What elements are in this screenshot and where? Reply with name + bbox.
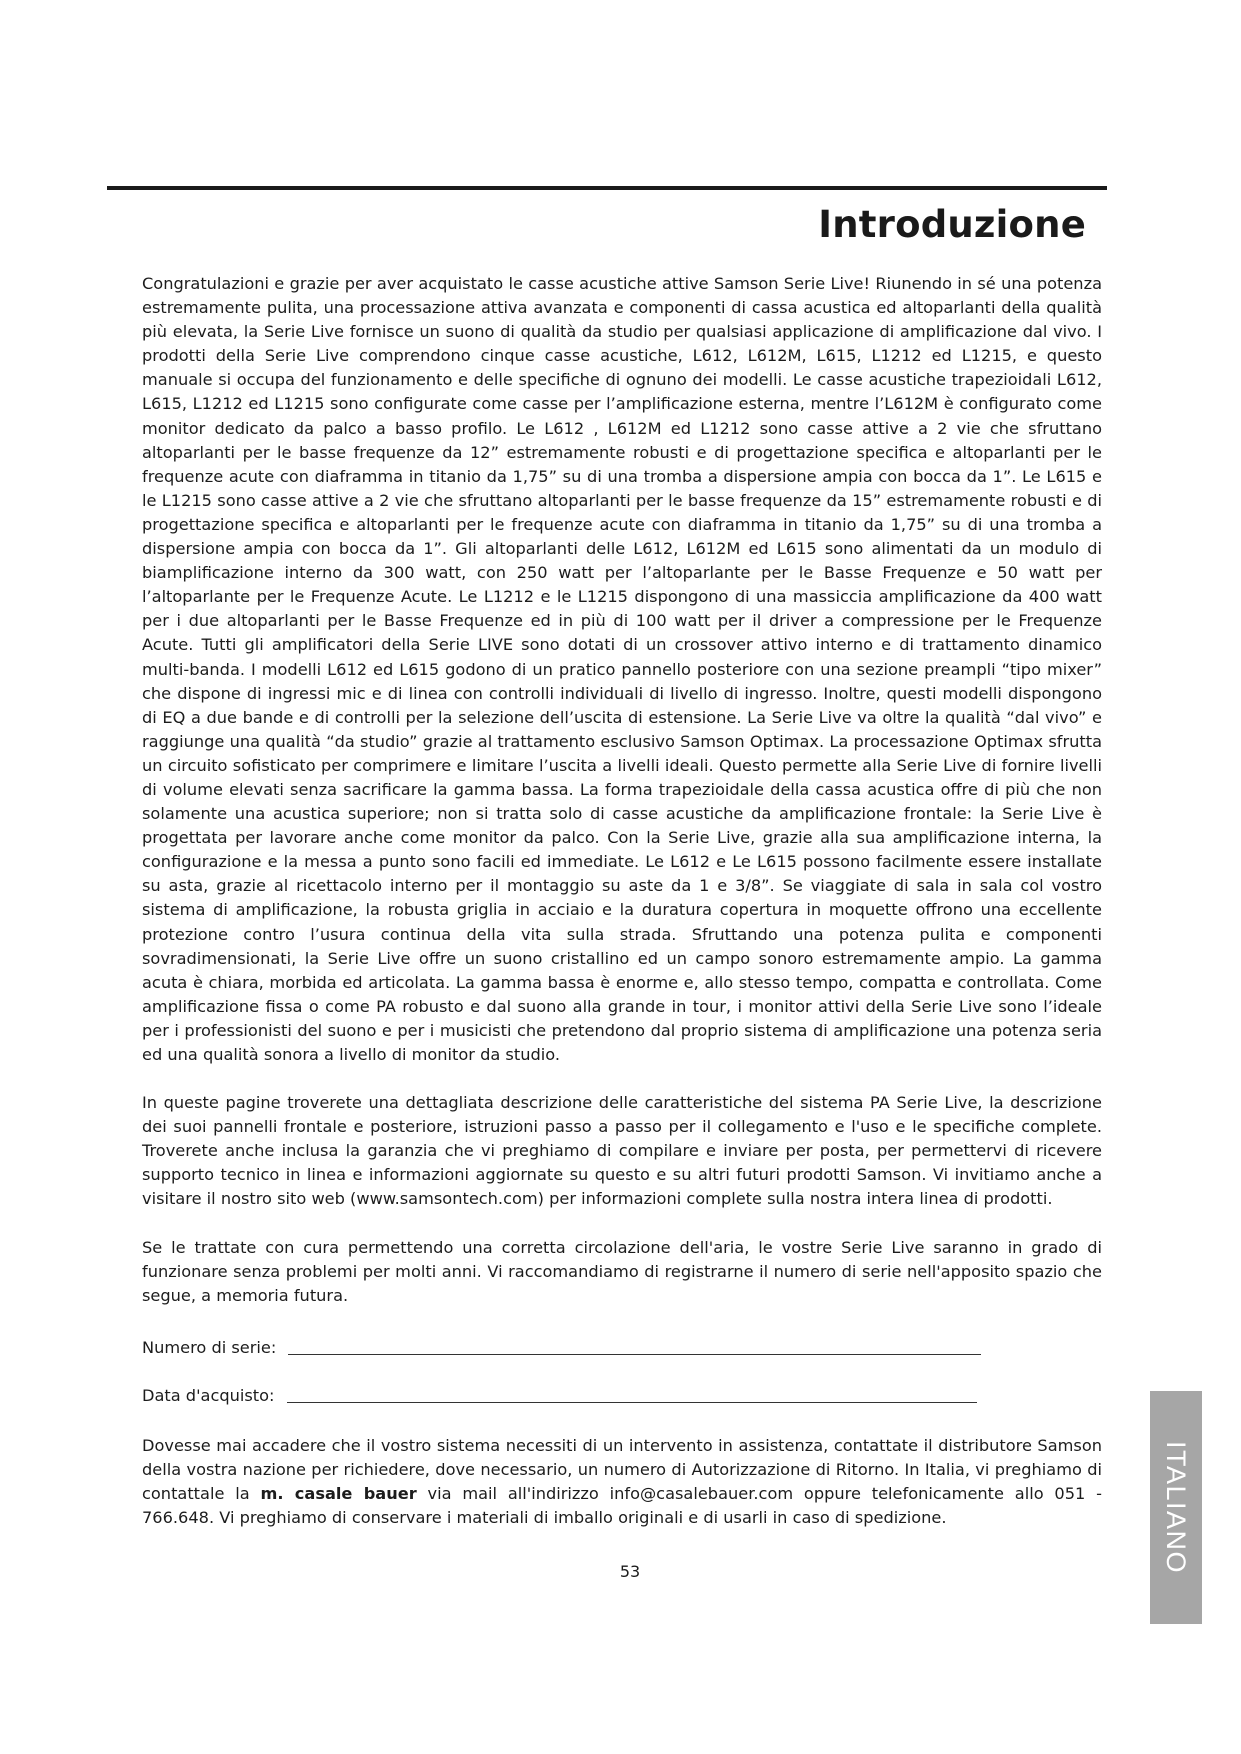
serial-number-label: Numero di serie: [142,1337,277,1357]
language-tab [1150,1391,1202,1624]
intro-paragraph: Congratulazioni e grazie per aver acquistato le casse acustiche attive Samson Serie Live! Riunendo in sé una potenza estremamente pulita, una processazione attiva avanzata e componenti di cassa acustica ed altoparlanti della qualità più elevata, la Serie Live fornisce un suono di qualità da studio per qualsiasi applicazione di amplificazione dal vivo. I prodotti della Serie Live comprendono cinque casse acustiche, L612, L612M, L615, L1212 ed L1215, e questo manuale si occupa del funzionamento e delle specifiche di ognuno dei modelli. Le casse acustiche trapezioidali L612, L615, L1212 ed L1215 sono configurate come casse per l’amplificazione esterna, mentre l’L612M è configurato come monitor dedicato da palco a basso profilo. Le L612 , L612M ed L1212 sono casse attive a 2 vie che sfruttano altoparlanti per le basse frequenze da 12” estremamente robusti e di progettazione specifica e altoparlanti per le frequenze acute con diaframma in titanio da 1,75” su di una tromba a dispersione ampia con bocca da 1”. Le L615 e le L1215 sono casse attive a 2 vie che sfruttano altoparlanti per le basse frequenze da 15” estremamente robusti e di progettazione specifica e altoparlanti per le frequenze acute con diaframma in titanio da 1,75” su di una tromba a dispersione ampia con bocca da 1”. Gli altoparlanti delle L612, L612M ed L615 sono alimentati da un modulo di biamplificazione interno da 300 watt, con 250 watt per l’altoparlante per le Basse Frequenze e 50 watt per l’altoparlante per le Frequenze Acute. Le L1212 e le L1215 dispongono di una massiccia amplificazione da 400 watt per i due altoparlanti per le Basse Frequenze ed in più di 100 watt per il driver a compressione per le Frequenze Acute. Tutti gli amplificatori della Serie LIVE sono dotati di un crossover attivo interno e di trattamento dinamico multi-banda. I modelli L612 ed L615 godono di un pratico pannello posteriore con una sezione preampli “tipo mixer” che dispone di ingressi mic e di linea con controlli individuali di livello di ingresso. Inoltre, questi modelli dispongono di EQ a due bande e di controlli per la selezione dell’uscita di estensione. La Serie Live va oltre la qualità “dal vivo” e raggiunge una qualità “da studio” grazie al trattamento esclusivo Samson Optimax. La processazione Optimax sfrutta un circuito sofisticato per comprimere e limitare l’uscita a livelli ideali. Questo permette alla Serie Live di fornire livelli di volume elevati senza sacrificare la gamma bassa. La forma trapezioidale della cassa acustica offre di più che non solamente una acustica superiore; non si tratta solo di casse acustiche da amplificazione frontale: la Serie Live è progettata per lavorare anche come monitor da palco. Con la Serie Live, grazie alla sua amplificazione interna, la configurazione e la messa a punto sono facili ed immediate. Le L612 e Le L615 possono facilmente essere installate su asta, grazie al ricettacolo interno per il montaggio su aste da 1 e 3/8”. Se viaggiate di sala in sala col vostro sistema di amplificazione, la robusta griglia in acciaio e la duratura copertura in moquette offrono una eccellente protezione contro l’usura continua della vita sulla strada. Sfruttando una potenza pulita e componenti sovradimensionati, la Serie Live offre un suono cristallino ed un campo sonoro estremamente ampio. La gamma acuta è chiara, morbida ed articolata. La gamma bassa è enorme e, allo stesso tempo, compatta e controllata. Come amplificazione fissa o come PA robusto e dal suono alla grande in tour, i monitor attivi della Serie Live sono l’ideale per i professionisti del suono e per i musicisti che pretendono dal proprio sistema di amplificazione una potenza seria ed una qualità sonora a livello di monitor da studio. [142,274,1102,1064]
purchase-date-label: Data d'acquisto: [142,1385,275,1405]
serial-number-field[interactable] [288,1354,981,1355]
service-text-start: Dovesse mai accadere che il vostro sistema necessiti di un intervento in assistenza, contattate il distributore Samson della vostra nazione per richiedere, dove necessario, un numero di Autorizzazione di Ritorno. In Italia, vi preghiamo di contattale la [142,1435,1102,1504]
page-title: Introduzione [818,203,1086,246]
language-tab-label: ITALIANO [1161,1440,1192,1575]
page-number: 53 [619,1562,641,1581]
serial-number-row [142,1332,1102,1360]
care-paragraph: Se le trattate con cura permettendo una corretta circolazione dell'aria, le vostre Serie Live saranno in grado di funzionare senza problemi per molti anni. Vi raccomandiamo di registrarne il numero di serie nell'apposito spazio che segue, a memoria futura. [142,1237,1102,1305]
distributor-name: m. casale bauer [260,1484,417,1504]
purchase-date-row [142,1380,1102,1408]
service-paragraph [142,1434,1102,1530]
header-rule [107,186,1107,190]
purchase-date-field[interactable] [287,1402,977,1403]
contents-paragraph: In queste pagine troverete una dettagliata descrizione delle caratteristiche del sistema PA Serie Live, la descrizione dei suoi pannelli frontale e posteriore, istruzioni passo a passo per il collegamento e l'uso e le specifiche complete. Troverete anche inclusa la garanzia che vi preghiamo di compilare e inviare per posta, per permettervi di ricevere supporto tecnico in linea e informazioni aggiornate su questo e su altri futuri prodotti Samson. Vi invitiamo anche a visitare il nostro sito web (www.samsontech.com) per informazioni complete sulla nostra intera linea di prodotti. [142,1093,1102,1209]
body-text [142,272,1102,1554]
service-text-end: via mail all'indirizzo info@casalebauer.com oppure telefonicamente allo 051 - 766.648. Vi preghiamo di conservare i materiali di imballo originali e di usarli in caso di spedizione. [142,1484,1102,1528]
